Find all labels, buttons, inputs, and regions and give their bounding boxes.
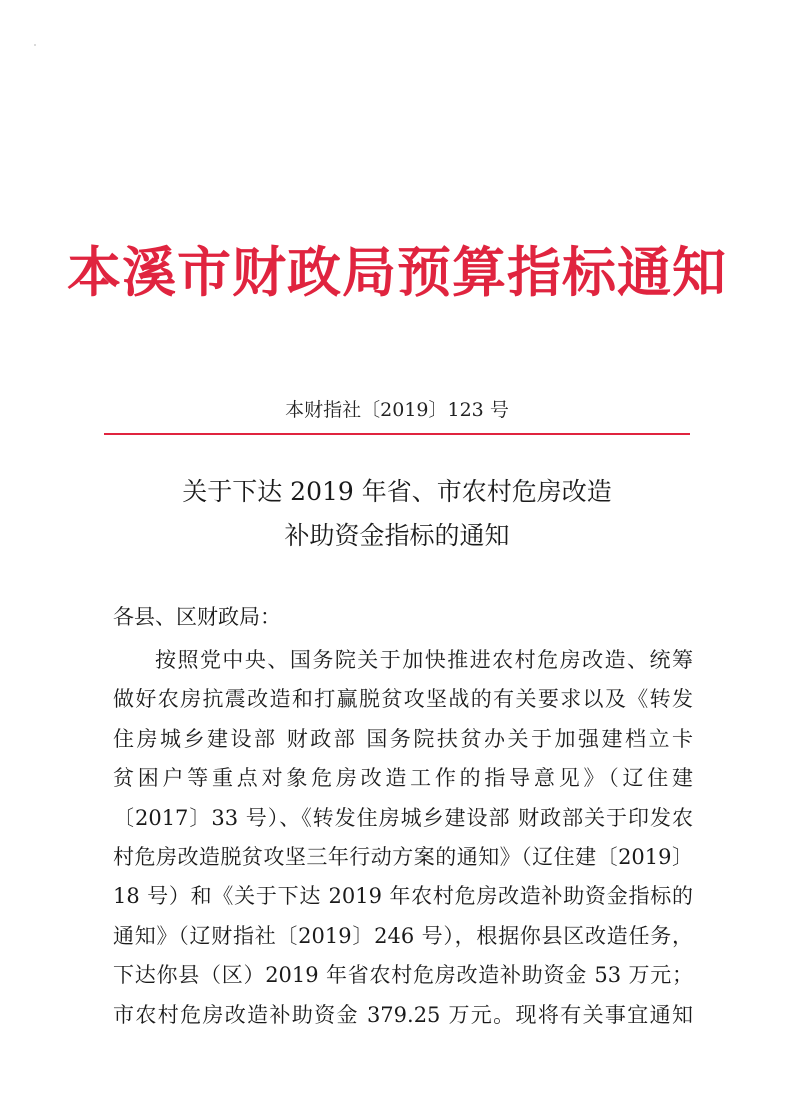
body-line: 通知》（辽财指社〔2019〕246 号），根据你县区改造任务， <box>113 923 693 948</box>
document-number: 本财指社〔2019〕123 号 <box>285 399 509 421</box>
notice-title <box>0 470 794 558</box>
masthead-title: 本溪市财政局预算指标通知 <box>67 241 727 304</box>
scan-speck <box>34 44 36 46</box>
body-line: 下达你县（区）2019 年省农村危房改造补助资金 53 万元； <box>113 963 693 988</box>
body-line: 做好农房抗震改造和打赢脱贫攻坚战的有关要求以及《转发 <box>113 687 693 712</box>
salutation: 各县、区财政局： <box>113 605 281 629</box>
red-divider-line <box>104 433 690 435</box>
body-line: 按照党中央、国务院关于加快推进农村危房改造、统筹 <box>155 648 693 672</box>
body-line: 〔2017〕33 号）、《转发住房城乡建设部 财政部关于印发农 <box>113 805 693 830</box>
body-line: 18 号）和《关于下达 2019 年农村危房改造补助资金指标的 <box>113 884 693 909</box>
body-text <box>113 641 693 1035</box>
body-line: 村危房改造脱贫攻坚三年行动方案的通知》（辽住建〔2019〕 <box>113 844 693 869</box>
body-line: 住房城乡建设部 财政部 国务院扶贫办关于加强建档立卡 <box>113 726 693 751</box>
body-line: 市农村危房改造补助资金 379.25 万元。现将有关事宜通知 <box>113 1002 693 1027</box>
notice-title-line-1: 关于下达 2019 年省、市农村危房改造 <box>182 477 612 506</box>
notice-title-line-2: 补助资金指标的通知 <box>284 521 510 550</box>
body-line: 贫困户等重点对象危房改造工作的指导意见》（辽住建 <box>113 766 693 791</box>
